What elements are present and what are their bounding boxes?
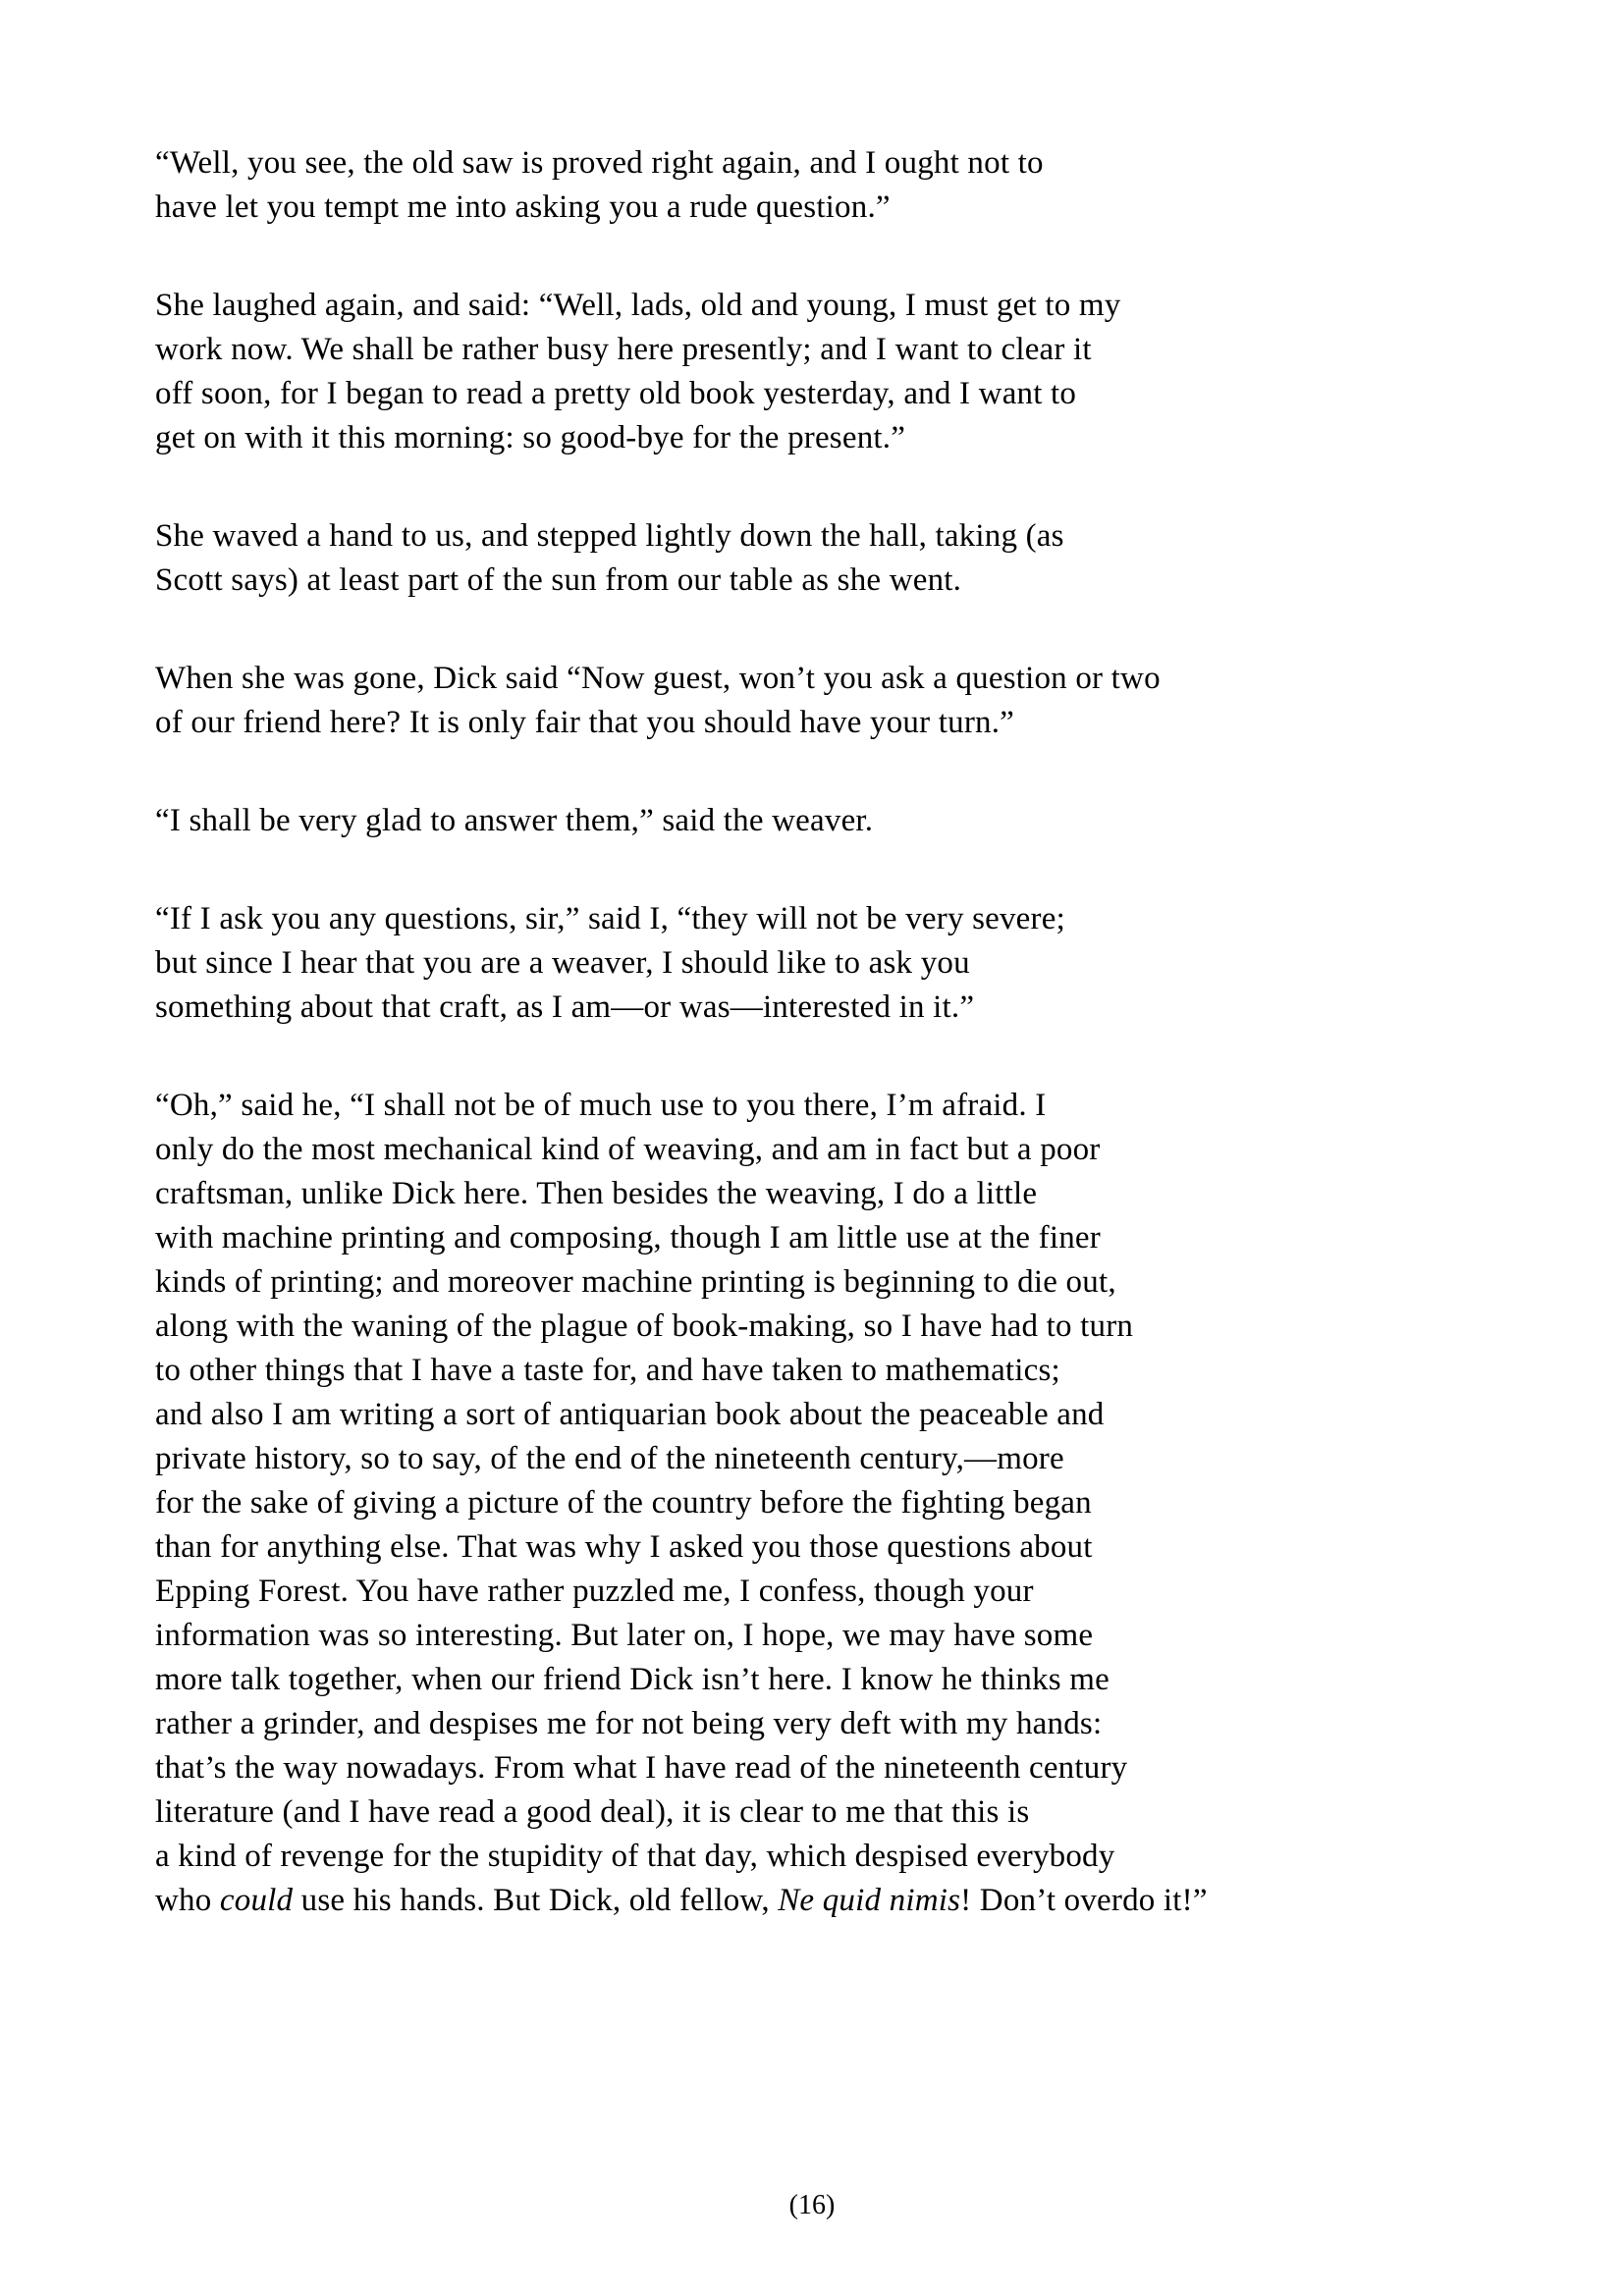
text-line: She laughed again, and said: “Well, lads, old and young, I must get to my	[155, 288, 1121, 323]
text-line: Epping Forest. You have rather puzzled me, I confess, though your	[155, 1574, 1034, 1609]
text-line: and also I am writing a sort of antiquarian book about the peaceable and	[155, 1397, 1105, 1432]
paragraph	[155, 799, 1432, 843]
text-line: craftsman, unlike Dick here. Then besides the weaving, I do a little	[155, 1176, 1038, 1211]
paragraph	[155, 141, 1432, 230]
paragraph	[155, 514, 1432, 603]
text-line: but since I hear that you are a weaver, I should like to ask you	[155, 945, 970, 981]
text-line: a kind of revenge for the stupidity of that day, which despised everybody	[155, 1839, 1115, 1874]
paragraph	[155, 657, 1432, 745]
page-text	[155, 141, 1432, 1977]
text-line: something about that craft, as I am—or was—interested in it.”	[155, 989, 975, 1025]
paragraph	[155, 1084, 1432, 1923]
text-line: to other things that I have a taste for, and have taken to mathematics;	[155, 1353, 1060, 1388]
text-line: with machine printing and composing, though I am little use at the finer	[155, 1220, 1101, 1255]
text-line: kinds of printing; and moreover machine printing is beginning to die out,	[155, 1264, 1116, 1300]
text-line: off soon, for I began to read a pretty old book yesterday, and I want to	[155, 376, 1077, 411]
paragraph	[155, 284, 1432, 460]
text-line: rather a grinder, and despises me for not being very deft with my hands:	[155, 1706, 1103, 1741]
text-line: who could use his hands. But Dick, old fellow, Ne quid nimis! Don’t overdo it!”	[155, 1883, 1208, 1918]
text-line: have let you tempt me into asking you a rude question.”	[155, 189, 891, 225]
text-line: of our friend here? It is only fair that you should have your turn.”	[155, 705, 1015, 740]
text-line: than for anything else. That was why I asked you those questions about	[155, 1529, 1093, 1565]
text-line: along with the waning of the plague of book-making, so I have had to turn	[155, 1308, 1134, 1344]
text-line: “Oh,” said he, “I shall not be of much use to you there, I’m afraid. I	[155, 1088, 1047, 1123]
text-line: for the sake of giving a picture of the country before the fighting began	[155, 1485, 1092, 1521]
text-line: more talk together, when our friend Dick isn’t here. I know he thinks me	[155, 1662, 1110, 1697]
text-line: private history, so to say, of the end of the nineteenth century,—more	[155, 1441, 1064, 1476]
text-line: literature (and I have read a good deal), it is clear to me that this is	[155, 1794, 1030, 1830]
paragraph	[155, 897, 1432, 1030]
text-line: get on with it this morning: so good-bye for the present.”	[155, 420, 906, 455]
text-line: work now. We shall be rather busy here presently; and I want to clear it	[155, 332, 1092, 367]
page-number: (16)	[788, 2190, 836, 2220]
text-line: “I shall be very glad to answer them,” said the weaver.	[155, 803, 874, 838]
text-line: “If I ask you any questions, sir,” said I, “they will not be very severe;	[155, 901, 1065, 936]
text-line: She waved a hand to us, and stepped lightly down the hall, taking (as	[155, 518, 1064, 554]
text-line: “Well, you see, the old saw is proved right again, and I ought not to	[155, 145, 1044, 181]
text-line: that’s the way nowadays. From what I have read of the nineteenth century	[155, 1750, 1128, 1786]
page-footer	[0, 2187, 1624, 2224]
text-line: When she was gone, Dick said “Now guest, won’t you ask a question or two	[155, 661, 1161, 696]
text-line: information was so interesting. But later on, I hope, we may have some	[155, 1618, 1094, 1653]
text-line: Scott says) at least part of the sun from our table as she went.	[155, 562, 962, 598]
text-line: only do the most mechanical kind of weaving, and am in fact but a poor	[155, 1132, 1101, 1167]
